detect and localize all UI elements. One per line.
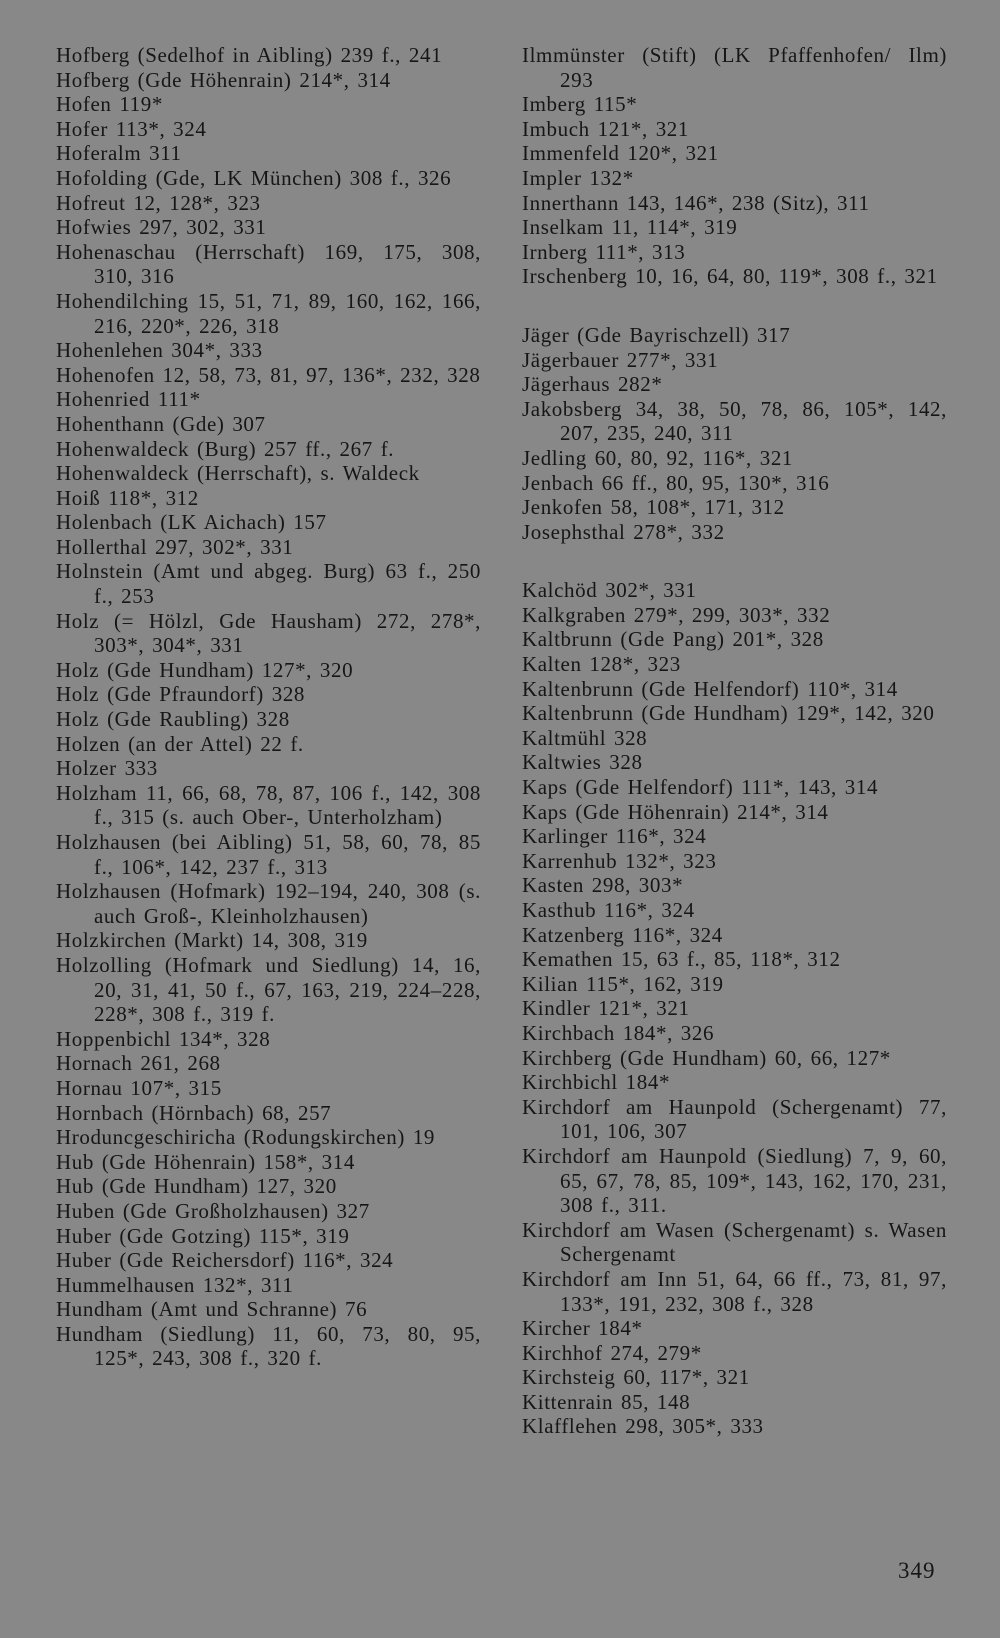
- index-entry: Hohenofen 12, 58, 73, 81, 97, 136*, 232, 328: [56, 362, 481, 387]
- index-entry: Kirchdorf am Wasen (Schergenamt) s. Wasen Schergenamt: [522, 1217, 947, 1267]
- index-entry: Karrenhub 132*, 323: [522, 848, 717, 873]
- index-entry: Hofolding (Gde, LK München) 308 f., 326: [56, 165, 452, 190]
- index-entry: Hofberg (Sedelhof in Aibling) 239 f., 241: [56, 43, 443, 67]
- index-entry: Kittenrain 85, 148: [522, 1389, 691, 1414]
- index-entry: Irschenberg 10, 16, 64, 80, 119*, 308 f., 321: [522, 264, 938, 289]
- index-entry: Holzen (an der Attel) 22 f.: [56, 731, 304, 756]
- index-entry: Holzhausen (Hofmark) 192–194, 240, 308 (s. auch Groß-, Kleinholzhausen): [56, 879, 481, 928]
- index-entry: Jakobsberg 34, 38, 50, 78, 86, 105*, 142, 207, 235, 240, 311: [522, 396, 947, 446]
- index-entry: Kindler 121*, 321: [522, 996, 690, 1021]
- index-entry: Jäger (Gde Bayrischzell) 317: [522, 322, 791, 347]
- index-entry: Kaltmühl 328: [522, 725, 648, 750]
- index-entry: Kirchbichl 184*: [522, 1070, 671, 1095]
- index-entry: Jenbach 66 ff., 80, 95, 130*, 316: [522, 470, 830, 495]
- index-entry: Holenbach (LK Aichach) 157: [56, 510, 327, 535]
- index-entry: Hoppenbichl 134*, 328: [56, 1026, 271, 1051]
- index-entry: Holz (= Hölzl, Gde Hausham) 272, 278*, 303*, 304*, 331: [56, 608, 481, 658]
- index-entry: Inselkam 11, 114*, 319: [522, 215, 738, 240]
- index-entry: Katzenberg 116*, 324: [522, 922, 723, 947]
- index-entry: Kaltenbrunn (Gde Helfendorf) 110*, 314: [522, 676, 898, 701]
- index-entry: Holzolling (Hofmark und Siedlung) 14, 16, 20, 31, 41, 50 f., 67, 163, 219, 224–228, 228*, 308 f., 319 f.: [56, 952, 481, 1027]
- index-entry: Kaps (Gde Höhenrain) 214*, 314: [522, 799, 829, 824]
- index-entry: Hofreut 12, 128*, 323: [56, 190, 261, 215]
- index-entry: Holzhausen (bei Aibling) 51, 58, 60, 78, 85 f., 106*, 142, 237 f., 313: [56, 830, 481, 879]
- index-entry: Imbuch 121*, 321: [522, 116, 689, 141]
- index-entry: Imberg 115*: [522, 92, 638, 117]
- index-entry: Holnstein (Amt und abgeg. Burg) 63 f., 250 f., 253: [56, 559, 481, 609]
- index-entry: Hoferalm 311: [56, 141, 182, 166]
- index-entry: Kirchsteig 60, 117*, 321: [522, 1365, 750, 1390]
- index-entry: Hub (Gde Hundham) 127, 320: [56, 1174, 337, 1199]
- index-entry: Kirchdorf am Haunpold (Schergenamt) 77, 101, 106, 307: [522, 1094, 947, 1144]
- index-entry: Kalten 128*, 323: [522, 652, 681, 677]
- index-entry: Kircher 184*: [522, 1316, 643, 1341]
- index-entry: Jägerhaus 282*: [522, 372, 663, 397]
- index-entry: Hub (Gde Höhenrain) 158*, 314: [56, 1149, 355, 1174]
- index-entry: Ilmmünster (Stift) (LK Pfaffenhofen/ Ilm) 293: [522, 43, 947, 92]
- index-entry: Hornau 107*, 315: [56, 1075, 222, 1100]
- index-entry: Kalkgraben 279*, 299, 303*, 332: [522, 602, 831, 627]
- index-entry: Holzkirchen (Markt) 14, 308, 319: [56, 928, 368, 953]
- index-entry: Hohenthann (Gde) 307: [56, 411, 266, 436]
- index-entry: Kaltenbrunn (Gde Hundham) 129*, 142, 320: [522, 701, 935, 726]
- section-gap: [522, 544, 947, 578]
- index-entry: Klafflehen 298, 305*, 333: [522, 1414, 764, 1439]
- index-entry: Kemathen 15, 63 f., 85, 118*, 312: [522, 947, 841, 972]
- index-entry: Holzer 333: [56, 756, 158, 781]
- index-entry: Hofberg (Gde Höhenrain) 214*, 314: [56, 67, 391, 92]
- index-entry: Jägerbauer 277*, 331: [522, 347, 719, 372]
- index-entry: Kaltwies 328: [522, 750, 643, 775]
- index-entry: Innerthann 143, 146*, 238 (Sitz), 311: [522, 190, 870, 215]
- index-entry: Kirchdorf am Inn 51, 64, 66 ff., 73, 81, 97, 133*, 191, 232, 308 f., 328: [522, 1266, 947, 1316]
- index-entry: Kirchdorf am Haunpold (Siedlung) 7, 9, 60, 65, 67, 78, 85, 109*, 143, 162, 170, 231, 308 f., 311.: [522, 1143, 947, 1218]
- index-entry: Hornbach (Hörnbach) 68, 257: [56, 1100, 332, 1125]
- index-entry: Huber (Gde Gotzing) 115*, 319: [56, 1223, 350, 1248]
- index-entry: Kasthub 116*, 324: [522, 898, 695, 922]
- index-entry: Hundham (Amt und Schranne) 76: [56, 1297, 368, 1322]
- section-gap: [522, 289, 947, 323]
- index-entry: Kirchhof 274, 279*: [522, 1340, 702, 1365]
- index-entry: Holz (Gde Raubling) 328: [56, 707, 290, 732]
- index-section-j: [522, 323, 947, 544]
- index-entry: Kasten 298, 303*: [522, 873, 684, 898]
- index-entry: Kilian 115*, 162, 319: [522, 971, 724, 996]
- index-entry: Josephsthal 278*, 332: [522, 519, 725, 544]
- index-entry: Hollerthal 297, 302*, 331: [56, 534, 294, 559]
- index-entry: Kaps (Gde Helfendorf) 111*, 143, 314: [522, 775, 879, 800]
- index-section-i: [522, 43, 947, 289]
- index-column-left: [56, 43, 481, 1371]
- index-entry: Hummelhausen 132*, 311: [56, 1272, 294, 1297]
- index-entry: Hohenried 111*: [56, 387, 201, 412]
- index-entry: Hundham (Siedlung) 11, 60, 73, 80, 95, 125*, 243, 308 f., 320 f.: [56, 1321, 481, 1371]
- index-entry: Hornach 261, 268: [56, 1051, 221, 1076]
- index-entry: Holz (Gde Hundham) 127*, 320: [56, 657, 354, 682]
- index-entry: Hohenwaldeck (Herrschaft), s. Waldeck: [56, 461, 420, 486]
- index-entry: Hoiß 118*, 312: [56, 485, 199, 510]
- index-entry: Immenfeld 120*, 321: [522, 141, 719, 166]
- index-entry: Karlinger 116*, 324: [522, 824, 707, 849]
- index-entry: Holz (Gde Pfraundorf) 328: [56, 682, 306, 707]
- page-number: 349: [898, 1558, 936, 1583]
- index-entry: Hofwies 297, 302, 331: [56, 215, 267, 240]
- index-entry: Huber (Gde Reichersdorf) 116*, 324: [56, 1248, 394, 1273]
- index-entry: Hohenwaldeck (Burg) 257 ff., 267 f.: [56, 436, 395, 461]
- index-entry: Hohendilching 15, 51, 71, 89, 160, 162, 166, 216, 220*, 226, 318: [56, 288, 481, 338]
- index-entry: Kirchbach 184*, 326: [522, 1020, 715, 1045]
- index-entry: Kalchöd 302*, 331: [522, 578, 697, 603]
- index-entry: Kaltbrunn (Gde Pang) 201*, 328: [522, 627, 824, 652]
- index-section-k: [522, 578, 947, 1439]
- index-entry: Jedling 60, 80, 92, 116*, 321: [522, 445, 794, 470]
- index-entry: Hohenaschau (Herrschaft) 169, 175, 308, 310, 316: [56, 239, 481, 289]
- index-entry: Hroduncgeschiricha (Rodungskirchen) 19: [56, 1125, 436, 1150]
- index-entry: Hofen 119*: [56, 92, 163, 117]
- index-column-right: [522, 43, 947, 1439]
- index-entry: Kirchberg (Gde Hundham) 60, 66, 127*: [522, 1045, 891, 1070]
- index-entry: Hohenlehen 304*, 333: [56, 338, 263, 363]
- index-entry: Jenkofen 58, 108*, 171, 312: [522, 495, 785, 520]
- index-entry: Irnberg 111*, 313: [522, 239, 686, 264]
- index-entry: Hofer 113*, 324: [56, 116, 207, 141]
- index-entry: Huben (Gde Großholzhausen) 327: [56, 1198, 370, 1223]
- index-entry: Impler 132*: [522, 165, 634, 190]
- index-entry: Holzham 11, 66, 68, 78, 87, 106 f., 142, 308 f., 315 (s. auch Ober-, Unterholzham): [56, 780, 481, 830]
